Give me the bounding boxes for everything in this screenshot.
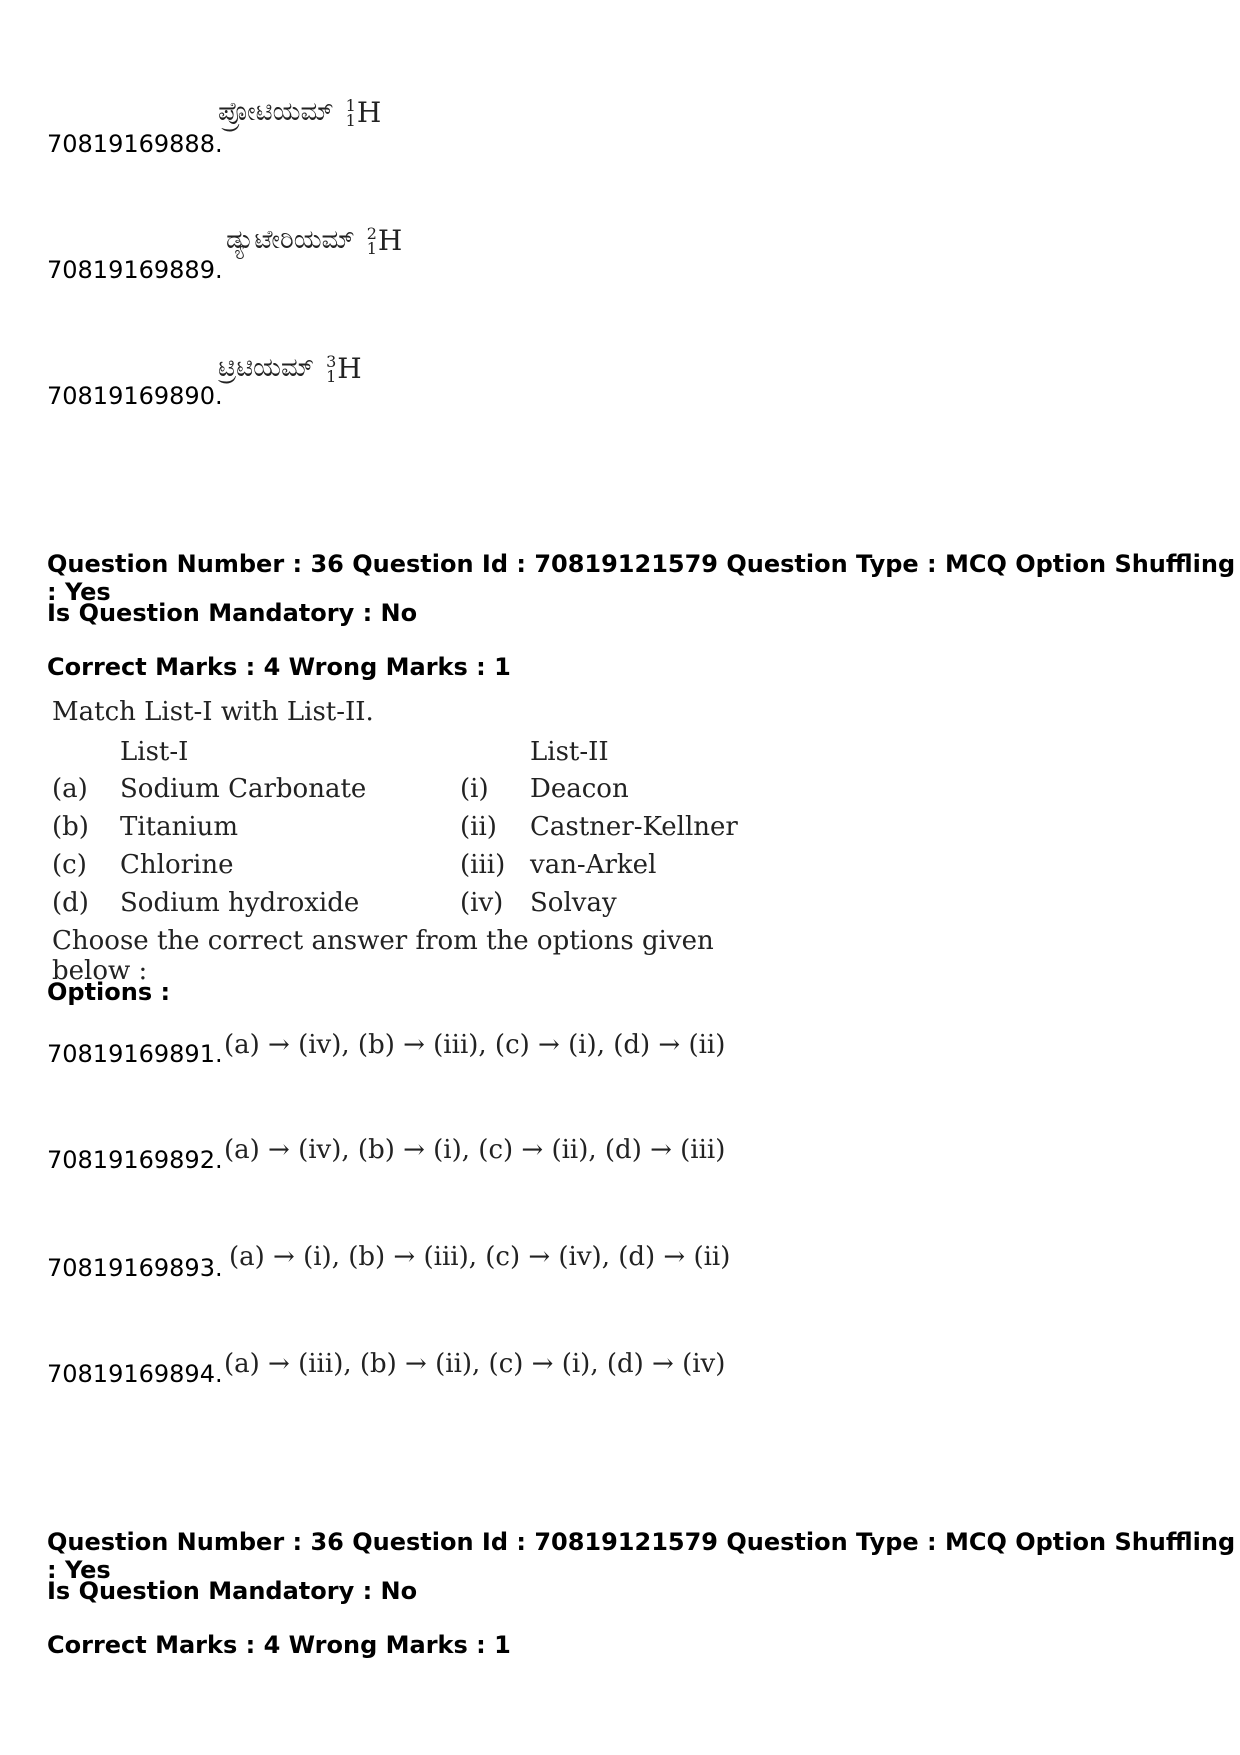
question-marks: Correct Marks : 4 Wrong Marks : 1: [47, 653, 511, 681]
question-instruction: Choose the correct answer from the options given below :: [52, 926, 714, 986]
options-label: Options :: [47, 978, 171, 1006]
list2-label: (iii): [460, 850, 506, 880]
mass-number: 1: [345, 95, 356, 115]
list1-title: List-I: [120, 737, 189, 767]
match-row: [52, 774, 772, 812]
list1-label: (a): [52, 774, 88, 804]
option-id: 70819169893.: [47, 1254, 223, 1282]
list2-title: List-II: [530, 737, 609, 767]
list1-label: (b): [52, 812, 89, 842]
option-text: (a) → (iii), (b) → (ii), (c) → (i), (d) → (iv): [224, 1349, 726, 1379]
list1-label: (c): [52, 850, 87, 880]
question-mandatory: Is Question Mandatory : No: [47, 599, 418, 627]
list2-label: (ii): [460, 812, 497, 842]
isotope-option-image: [218, 96, 381, 129]
list1-item: Chlorine: [120, 850, 234, 880]
question-marks: Correct Marks : 4 Wrong Marks : 1: [47, 1631, 511, 1659]
option-text: (a) → (iv), (b) → (iii), (c) → (i), (d) → (ii): [224, 1030, 726, 1060]
atomic-number: 1: [326, 366, 337, 386]
match-row: [52, 850, 772, 888]
isotope-name: ಪ್ರೋಟಿಯಮ್: [218, 97, 334, 127]
option-id: 70819169890.: [47, 382, 223, 410]
list1-label: (d): [52, 888, 89, 918]
option-text: (a) → (i), (b) → (iii), (c) → (iv), (d) → (ii): [229, 1242, 731, 1272]
question-header: Question Number : 36 Question Id : 70819121579 Question Type : MCQ Option Shuffling : Yes: [47, 550, 1236, 606]
element-symbol: H: [356, 96, 382, 129]
mass-number: 3: [326, 351, 337, 371]
isotope-option-image: [218, 352, 362, 385]
atomic-number: 1: [345, 110, 356, 130]
question-mandatory: Is Question Mandatory : No: [47, 1577, 418, 1605]
mass-number: 2: [366, 223, 377, 243]
option-id: 70819169894.: [47, 1360, 223, 1388]
nuclide-notation: [367, 224, 403, 257]
question-stem: Match List-I with List-II.: [52, 697, 374, 727]
option-id: 70819169889.: [47, 256, 223, 284]
list1-item: Sodium Carbonate: [120, 774, 367, 804]
list1-item: Titanium: [120, 812, 239, 842]
option-id: 70819169892.: [47, 1146, 223, 1174]
element-symbol: H: [377, 224, 403, 257]
match-row: [52, 812, 772, 850]
list2-item: Deacon: [530, 774, 629, 804]
isotope-name: ಟ್ರಿಟಿಯಮ್: [218, 353, 315, 383]
list2-item: Castner-Kellner: [530, 812, 738, 842]
nuclide-notation: [346, 96, 382, 129]
option-text: (a) → (iv), (b) → (i), (c) → (ii), (d) → (iii): [224, 1135, 726, 1165]
option-id: 70819169891.: [47, 1040, 223, 1068]
list2-item: van-Arkel: [530, 850, 657, 880]
list2-label: (i): [460, 774, 489, 804]
question-header: Question Number : 36 Question Id : 70819121579 Question Type : MCQ Option Shuffling : Yes: [47, 1528, 1236, 1584]
isotope-name: ಡ್ಯುಟೇರಿಯಮ್: [226, 225, 355, 255]
nuclide-notation: [326, 352, 362, 385]
question-stem-image: [52, 697, 772, 986]
list1-item: Sodium hydroxide: [120, 888, 360, 918]
option-id: 70819169888.: [47, 130, 223, 158]
list2-label: (iv): [460, 888, 504, 918]
atomic-number: 1: [366, 238, 377, 258]
element-symbol: H: [337, 352, 362, 385]
isotope-option-image: [226, 224, 402, 257]
list2-item: Solvay: [530, 888, 617, 918]
match-row: [52, 888, 772, 926]
